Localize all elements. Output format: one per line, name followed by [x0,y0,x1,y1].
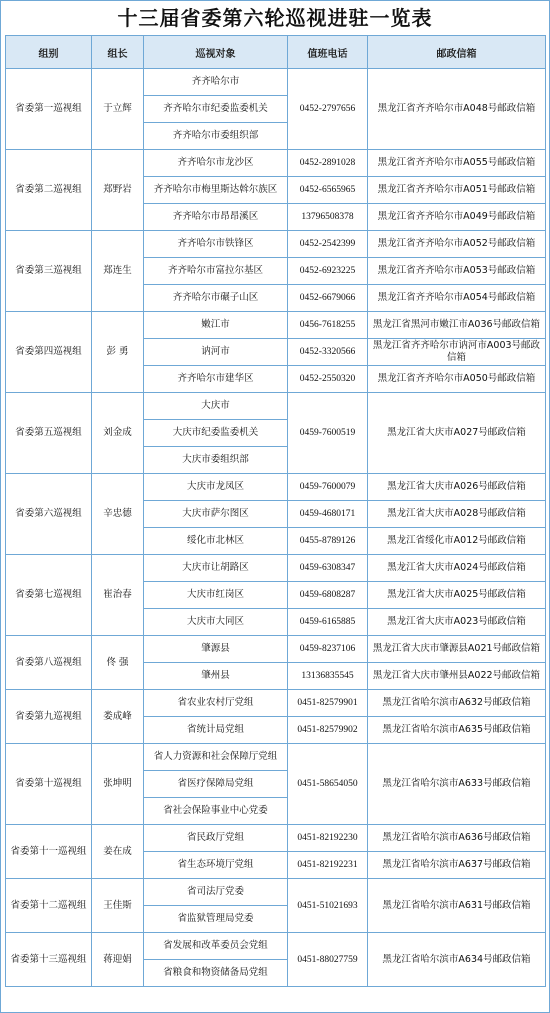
inspection-target-cell: 省司法厅党委 [144,879,288,906]
group-leader-cell: 张坤明 [92,744,144,825]
mailbox-cell: 黑龙江省大庆市A028号邮政信箱 [368,501,546,528]
mailbox-cell: 黑龙江省哈尔滨市A636号邮政信箱 [368,825,546,852]
table-row [6,393,546,420]
table-row [6,312,546,339]
inspection-target-cell: 大庆市大同区 [144,609,288,636]
inspection-target-cell: 大庆市萨尔图区 [144,501,288,528]
inspection-target-cell: 省生态环境厅党组 [144,852,288,879]
mailbox-cell: 黑龙江省大庆市肇州县A022号邮政信箱 [368,663,546,690]
group-name-cell: 省委第三巡视组 [6,231,92,312]
duty-phone-cell: 0455-8789126 [288,528,368,555]
header-leader: 组长 [92,36,144,69]
mailbox-cell: 黑龙江省哈尔滨市A637号邮政信箱 [368,852,546,879]
inspection-target-cell: 大庆市 [144,393,288,420]
header-group: 组别 [6,36,92,69]
mailbox-cell: 黑龙江省齐齐哈尔市A052号邮政信箱 [368,231,546,258]
inspection-target-cell: 肇州县 [144,663,288,690]
mailbox-cell: 黑龙江省哈尔滨市A631号邮政信箱 [368,879,546,933]
table-row [6,636,546,663]
table-row [6,150,546,177]
table-row [6,879,546,906]
group-leader-cell: 姜在成 [92,825,144,879]
mailbox-cell: 黑龙江省齐齐哈尔市A048号邮政信箱 [368,69,546,150]
group-leader-cell: 郑野岩 [92,150,144,231]
mailbox-cell: 黑龙江省齐齐哈尔市A054号邮政信箱 [368,285,546,312]
group-leader-cell: 王佳斯 [92,879,144,933]
inspection-target-cell: 省民政厅党组 [144,825,288,852]
table-row [6,69,546,96]
inspection-target-cell: 齐齐哈尔市建华区 [144,366,288,393]
table-row [6,474,546,501]
table-row [6,825,546,852]
table-row [6,933,546,960]
inspection-target-cell: 省监狱管理局党委 [144,906,288,933]
duty-phone-cell: 0456-7618255 [288,312,368,339]
inspection-target-cell: 省社会保险事业中心党委 [144,798,288,825]
mailbox-cell: 黑龙江省大庆市A027号邮政信箱 [368,393,546,474]
inspection-target-cell: 省粮食和物资储备局党组 [144,960,288,987]
inspection-target-cell: 省人力资源和社会保障厅党组 [144,744,288,771]
inspection-target-cell: 齐齐哈尔市昂昂溪区 [144,204,288,231]
inspection-target-cell: 绥化市北林区 [144,528,288,555]
inspection-target-cell: 嫩江市 [144,312,288,339]
duty-phone-cell: 0452-2891028 [288,150,368,177]
group-leader-cell: 崔治春 [92,555,144,636]
inspection-target-cell: 讷河市 [144,339,288,366]
mailbox-cell: 黑龙江省齐齐哈尔市A055号邮政信箱 [368,150,546,177]
mailbox-cell: 黑龙江省哈尔滨市A633号邮政信箱 [368,744,546,825]
header-phone: 值班电话 [288,36,368,69]
duty-phone-cell: 0451-82579901 [288,690,368,717]
duty-phone-cell: 0459-6808287 [288,582,368,609]
mailbox-cell: 黑龙江省齐齐哈尔市讷河市A003号邮政信箱 [368,339,546,366]
duty-phone-cell: 0451-82579902 [288,717,368,744]
duty-phone-cell: 0452-2550320 [288,366,368,393]
mailbox-cell: 黑龙江省黑河市嫩江市A036号邮政信箱 [368,312,546,339]
group-leader-cell: 彭 勇 [92,312,144,393]
group-name-cell: 省委第六巡视组 [6,474,92,555]
duty-phone-cell: 0452-3320566 [288,339,368,366]
inspection-target-cell: 齐齐哈尔市碾子山区 [144,285,288,312]
duty-phone-cell: 0452-6679066 [288,285,368,312]
duty-phone-cell: 0459-6308347 [288,555,368,582]
table-row [6,231,546,258]
group-leader-cell: 娄成峰 [92,690,144,744]
duty-phone-cell: 13796508378 [288,204,368,231]
group-name-cell: 省委第十一巡视组 [6,825,92,879]
group-leader-cell: 辛忠德 [92,474,144,555]
inspection-target-cell: 齐齐哈尔市委组织部 [144,123,288,150]
mailbox-cell: 黑龙江省大庆市A026号邮政信箱 [368,474,546,501]
duty-phone-cell: 0451-58654050 [288,744,368,825]
inspection-target-cell: 齐齐哈尔市 [144,69,288,96]
group-name-cell: 省委第二巡视组 [6,150,92,231]
duty-phone-cell: 0452-6923225 [288,258,368,285]
group-leader-cell: 佟 强 [92,636,144,690]
group-name-cell: 省委第七巡视组 [6,555,92,636]
duty-phone-cell: 0451-51021693 [288,879,368,933]
duty-phone-cell: 0451-88027759 [288,933,368,987]
group-name-cell: 省委第一巡视组 [6,69,92,150]
mailbox-cell: 黑龙江省大庆市A025号邮政信箱 [368,582,546,609]
table-row [6,555,546,582]
mailbox-cell: 黑龙江省齐齐哈尔市A050号邮政信箱 [368,366,546,393]
group-name-cell: 省委第四巡视组 [6,312,92,393]
duty-phone-cell: 0459-7600079 [288,474,368,501]
duty-phone-cell: 0451-82192230 [288,825,368,852]
mailbox-cell: 黑龙江省哈尔滨市A632号邮政信箱 [368,690,546,717]
inspection-target-cell: 肇源县 [144,636,288,663]
inspection-table [5,35,546,987]
group-leader-cell: 蒋迎娟 [92,933,144,987]
inspection-target-cell: 省统计局党组 [144,717,288,744]
mailbox-cell: 黑龙江省哈尔滨市A634号邮政信箱 [368,933,546,987]
duty-phone-cell: 0452-2797656 [288,69,368,150]
group-leader-cell: 郑连生 [92,231,144,312]
inspection-target-cell: 齐齐哈尔市铁锋区 [144,231,288,258]
mailbox-cell: 黑龙江省齐齐哈尔市A053号邮政信箱 [368,258,546,285]
duty-phone-cell: 0452-2542399 [288,231,368,258]
group-leader-cell: 于立辉 [92,69,144,150]
group-name-cell: 省委第八巡视组 [6,636,92,690]
header-target: 巡视对象 [144,36,288,69]
mailbox-cell: 黑龙江省大庆市A023号邮政信箱 [368,609,546,636]
group-name-cell: 省委第十巡视组 [6,744,92,825]
group-name-cell: 省委第十三巡视组 [6,933,92,987]
inspection-target-cell: 大庆市纪委监委机关 [144,420,288,447]
duty-phone-cell: 0459-6165885 [288,609,368,636]
duty-phone-cell: 13136835545 [288,663,368,690]
inspection-target-cell: 大庆市龙凤区 [144,474,288,501]
inspection-target-cell: 大庆市委组织部 [144,447,288,474]
mailbox-cell: 黑龙江省哈尔滨市A635号邮政信箱 [368,717,546,744]
duty-phone-cell: 0459-4680171 [288,501,368,528]
group-name-cell: 省委第十二巡视组 [6,879,92,933]
inspection-target-cell: 省农业农村厅党组 [144,690,288,717]
mailbox-cell: 黑龙江省绥化市A012号邮政信箱 [368,528,546,555]
table-body [6,69,546,987]
duty-phone-cell: 0459-7600519 [288,393,368,474]
duty-phone-cell: 0452-6565965 [288,177,368,204]
group-name-cell: 省委第九巡视组 [6,690,92,744]
inspection-target-cell: 省医疗保障局党组 [144,771,288,798]
duty-phone-cell: 0451-82192231 [288,852,368,879]
inspection-target-cell: 齐齐哈尔市龙沙区 [144,150,288,177]
table-row [6,744,546,771]
mailbox-cell: 黑龙江省大庆市A024号邮政信箱 [368,555,546,582]
header-mailbox: 邮政信箱 [368,36,546,69]
inspection-target-cell: 大庆市红岗区 [144,582,288,609]
mailbox-cell: 黑龙江省大庆市肇源县A021号邮政信箱 [368,636,546,663]
page-title: 十三届省委第六轮巡视进驻一览表 [117,6,433,30]
duty-phone-cell: 0459-8237106 [288,636,368,663]
table-row [6,690,546,717]
mailbox-cell: 黑龙江省齐齐哈尔市A049号邮政信箱 [368,204,546,231]
group-name-cell: 省委第五巡视组 [6,393,92,474]
inspection-target-cell: 大庆市让胡路区 [144,555,288,582]
inspection-target-cell: 齐齐哈尔市梅里斯达斡尔族区 [144,177,288,204]
mailbox-cell: 黑龙江省齐齐哈尔市A051号邮政信箱 [368,177,546,204]
inspection-target-cell: 省发展和改革委员会党组 [144,933,288,960]
inspection-target-cell: 齐齐哈尔市纪委监委机关 [144,96,288,123]
group-leader-cell: 刘金成 [92,393,144,474]
header-row [6,36,546,69]
inspection-target-cell: 齐齐哈尔市富拉尔基区 [144,258,288,285]
